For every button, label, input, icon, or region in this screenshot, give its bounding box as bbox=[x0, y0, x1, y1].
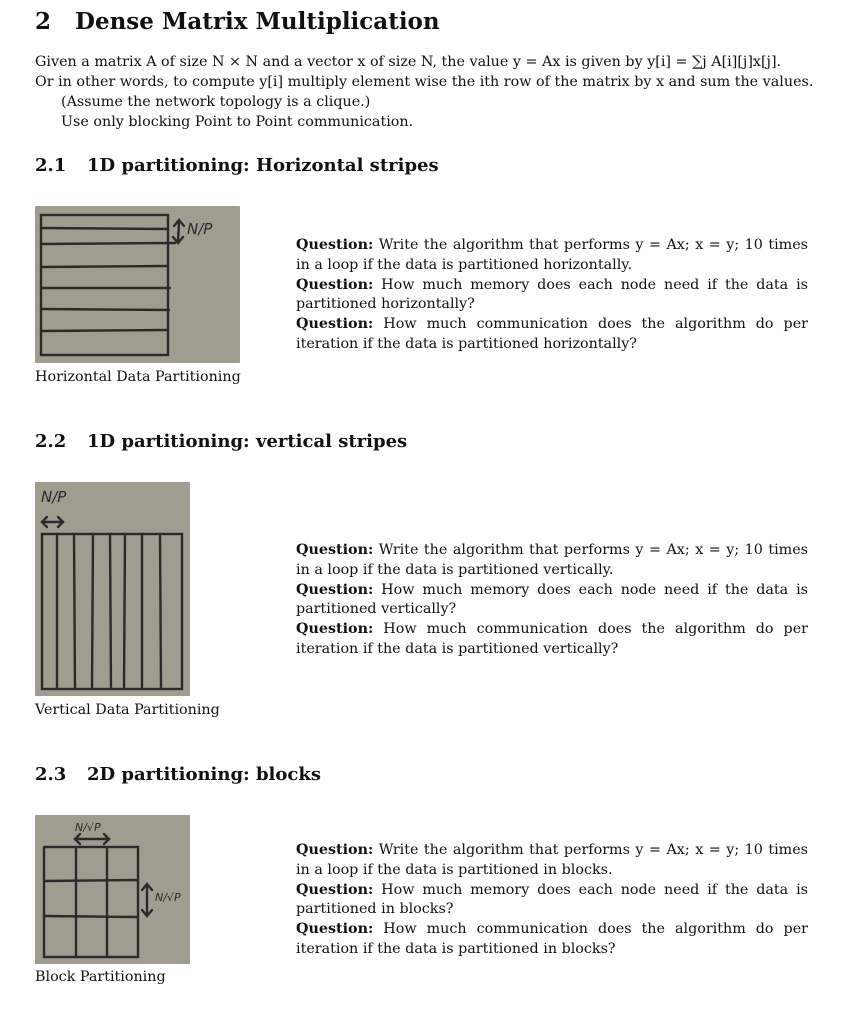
subsection-number: 2.3 bbox=[35, 764, 67, 785]
section-number: 2 bbox=[35, 8, 52, 35]
sketch-label-side: N/√P bbox=[155, 891, 181, 904]
horizontal-partition-sketch bbox=[35, 206, 240, 363]
sketch-label-top: N/√P bbox=[75, 821, 101, 834]
question-2: Question: How much memory does each node need if the data is partitioned in blocks? bbox=[296, 881, 808, 918]
subsection-heading-2-1 bbox=[35, 155, 439, 176]
figure-caption: Vertical Data Partitioning bbox=[35, 702, 220, 718]
figure-caption: Block Partitioning bbox=[35, 969, 166, 985]
intro-paragraph bbox=[35, 52, 815, 132]
subsection-number: 2.2 bbox=[35, 431, 67, 452]
subsection-number: 2.1 bbox=[35, 155, 67, 176]
section-heading bbox=[35, 8, 440, 35]
question-2: Question: How much memory does each node need if the data is partitioned horizontally? bbox=[296, 276, 808, 313]
question-block-2-1 bbox=[296, 236, 808, 355]
question-1: Question: Write the algorithm that performs y = Ax; x = y; 10 times in a loop if the data is partitioned in blocks. bbox=[296, 842, 809, 878]
sketch-label: N/P bbox=[187, 220, 213, 238]
block-partition-sketch bbox=[35, 815, 190, 964]
intro-line-1: Given a matrix A of size N × N and a vector x of size N, the value y = Ax is given by y[i] = ∑j A[i][j]x[j]. bbox=[35, 54, 782, 70]
vertical-partition-sketch bbox=[35, 482, 190, 696]
question-1: Question: Write the algorithm that performs y = Ax; x = y; 10 times in a loop if the data is partitioned horizontally. bbox=[296, 237, 809, 273]
question-1: Question: Write the algorithm that performs y = Ax; x = y; 10 times in a loop if the data is partitioned vertically. bbox=[296, 542, 809, 578]
subsection-heading-2-2 bbox=[35, 431, 407, 452]
subsection-title: 1D partitioning: vertical stripes bbox=[87, 431, 408, 452]
question-block-2-3 bbox=[296, 841, 808, 960]
question-3: Question: How much communication does the algorithm do per iteration if the data is partitioned in blocks? bbox=[296, 921, 808, 957]
question-3: Question: How much communication does the algorithm do per iteration if the data is partitioned vertically? bbox=[296, 621, 808, 657]
question-block-2-2 bbox=[296, 541, 808, 660]
intro-line-4: Use only blocking Point to Point communication. bbox=[61, 114, 414, 130]
sketch-label: N/P bbox=[41, 488, 67, 506]
intro-line-3: (Assume the network topology is a clique.) bbox=[61, 94, 371, 110]
question-3: Question: How much communication does the algorithm do per iteration if the data is partitioned horizontally? bbox=[296, 316, 808, 352]
figure-caption: Horizontal Data Partitioning bbox=[35, 369, 241, 385]
subsection-heading-2-3 bbox=[35, 764, 321, 785]
subsection-title: 2D partitioning: blocks bbox=[87, 764, 321, 785]
section-title: Dense Matrix Multiplication bbox=[75, 8, 440, 35]
question-2: Question: How much memory does each node need if the data is partitioned vertically? bbox=[296, 581, 808, 618]
subsection-title: 1D partitioning: Horizontal stripes bbox=[87, 155, 439, 176]
intro-line-2: Or in other words, to compute y[i] multiply element wise the ith row of the matrix by x and sum the values. bbox=[35, 74, 814, 90]
